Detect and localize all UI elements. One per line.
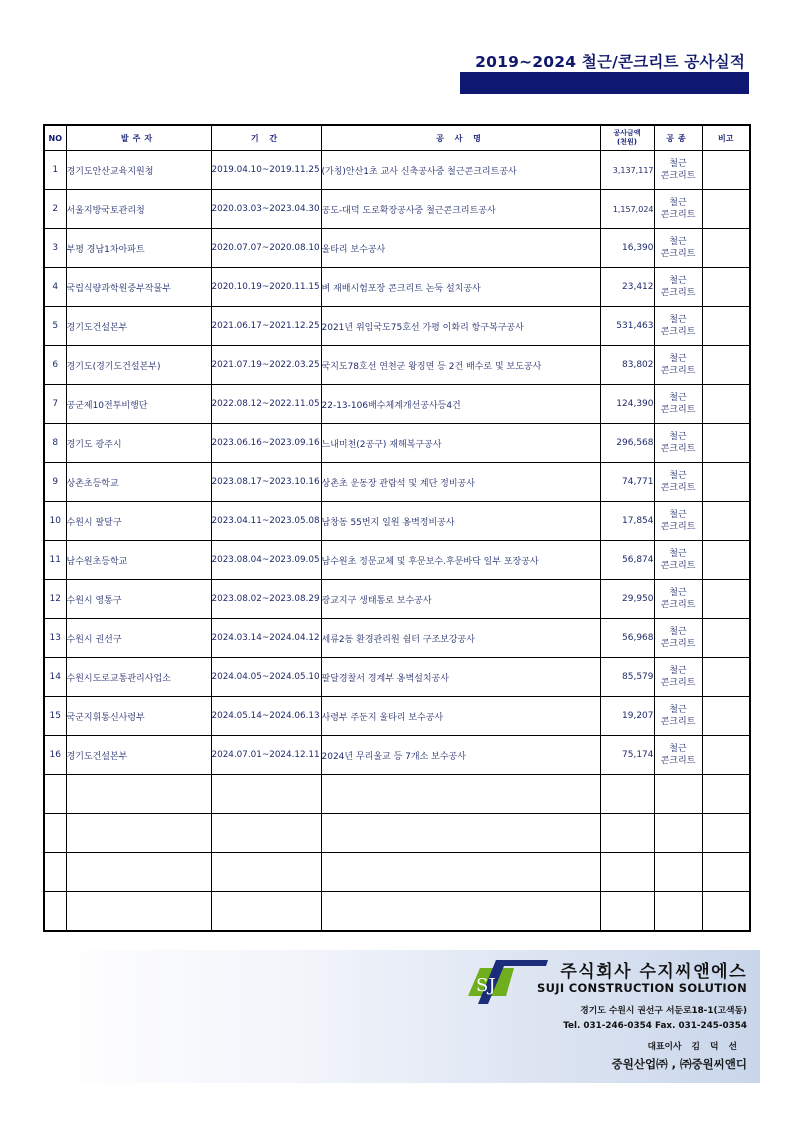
cell-amount: 74,771	[600, 463, 654, 502]
cell-note	[702, 229, 750, 268]
cell-type-line2: 콘크리트	[660, 717, 696, 727]
cell-type-line1: 철근	[669, 393, 687, 403]
cell-type-line2: 콘크리트	[660, 444, 696, 454]
cell-type-line2: 콘크리트	[660, 210, 696, 220]
cell-type	[654, 580, 702, 619]
cell-project: 사령부 주둔지 울타리 보수공사	[321, 697, 600, 736]
cell-no: 1	[44, 151, 66, 190]
cell-amount: 83,802	[600, 346, 654, 385]
table-row	[44, 268, 750, 307]
cell-type-line2: 콘크리트	[660, 288, 696, 298]
cell-note	[702, 463, 750, 502]
cell-amount: 56,968	[600, 619, 654, 658]
cell-project: 광교지구 생태통로 보수공사	[321, 580, 600, 619]
empty-cell	[44, 775, 66, 814]
cell-type-line2: 콘크리트	[660, 327, 696, 337]
cell-type-line2: 콘크리트	[660, 522, 696, 532]
cell-amount: 1,157,024	[600, 190, 654, 229]
cell-period: 2019.04.10~2019.11.25	[211, 151, 321, 190]
cell-type	[654, 502, 702, 541]
cell-type-line1: 철근	[669, 471, 687, 481]
cell-period: 2023.08.04~2023.09.05	[211, 541, 321, 580]
cell-no: 12	[44, 580, 66, 619]
cell-no: 9	[44, 463, 66, 502]
cell-type-line1: 철근	[669, 432, 687, 442]
table-row	[44, 346, 750, 385]
cell-no: 7	[44, 385, 66, 424]
empty-cell	[66, 775, 211, 814]
cell-type-line1: 철근	[669, 237, 687, 247]
header-amount-line1: 공사금액	[613, 129, 641, 137]
cell-amount: 296,568	[600, 424, 654, 463]
cell-type	[654, 268, 702, 307]
cell-type	[654, 151, 702, 190]
cell-no: 13	[44, 619, 66, 658]
cell-period: 2023.06.16~2023.09.16	[211, 424, 321, 463]
table-row	[44, 658, 750, 697]
cell-client: 국립식량과학원중부작물부	[66, 268, 211, 307]
cell-period: 2024.04.05~2024.05.10	[211, 658, 321, 697]
company-tel-fax: Tel. 031-246-0354 Fax. 031-245-0354	[563, 1021, 747, 1031]
header-no: NO	[44, 125, 66, 151]
cell-type	[654, 229, 702, 268]
empty-cell	[211, 814, 321, 853]
table-row	[44, 580, 750, 619]
empty-cell	[600, 775, 654, 814]
empty-cell	[321, 892, 600, 931]
table-row	[44, 424, 750, 463]
table-row	[44, 385, 750, 424]
cell-type	[654, 697, 702, 736]
cell-type	[654, 658, 702, 697]
header-project: 공 사 명	[321, 125, 600, 151]
empty-cell	[654, 853, 702, 892]
empty-cell	[654, 775, 702, 814]
company-name-english: SUJI CONSTRUCTION SOLUTION	[537, 981, 747, 995]
cell-amount: 17,854	[600, 502, 654, 541]
cell-project: 남창동 55번지 일원 옹벽정비공사	[321, 502, 600, 541]
cell-project: 벼 재배시험포장 콘크리트 논둑 설치공사	[321, 268, 600, 307]
header-amount-line2: (천원)	[617, 138, 637, 146]
cell-client: 공군제10전투비행단	[66, 385, 211, 424]
cell-note	[702, 580, 750, 619]
cell-note	[702, 190, 750, 229]
cell-client: 수원시 팔달구	[66, 502, 211, 541]
page-title: 2019~2024 철근/콘크리트 공사실적	[475, 53, 745, 71]
cell-no: 5	[44, 307, 66, 346]
cell-project: (가칭)안산1초 교사 신축공사중 철근콘크리트공사	[321, 151, 600, 190]
cell-amount: 3,137,117	[600, 151, 654, 190]
empty-cell	[321, 775, 600, 814]
cell-note	[702, 541, 750, 580]
cell-project: 22-13-106배수체계개선공사등4건	[321, 385, 600, 424]
cell-client: 경기도안산교육지원청	[66, 151, 211, 190]
cell-note	[702, 736, 750, 775]
cell-no: 2	[44, 190, 66, 229]
logo-text: SJ	[476, 975, 496, 996]
cell-note	[702, 697, 750, 736]
cell-type-line2: 콘크리트	[660, 756, 696, 766]
cell-type-line1: 철근	[669, 744, 687, 754]
empty-cell	[211, 892, 321, 931]
cell-project: 국지도78호선 연천군 왕징면 등 2건 배수로 및 보도공사	[321, 346, 600, 385]
cell-type	[654, 385, 702, 424]
cell-type	[654, 736, 702, 775]
empty-cell	[702, 853, 750, 892]
empty-cell	[702, 775, 750, 814]
cell-period: 2022.08.12~2022.11.05	[211, 385, 321, 424]
cell-type-line1: 철근	[669, 627, 687, 637]
ceo-line	[648, 1039, 748, 1052]
table-row	[44, 463, 750, 502]
cell-type-line2: 콘크리트	[660, 600, 696, 610]
performance-table	[43, 124, 751, 932]
cell-period: 2020.03.03~2023.04.30	[211, 190, 321, 229]
cell-client: 경기도건설본부	[66, 736, 211, 775]
cell-type	[654, 190, 702, 229]
cell-project: 팔달경찰서 경계부 옹벽설치공사	[321, 658, 600, 697]
table-header-row	[44, 125, 750, 151]
cell-note	[702, 424, 750, 463]
empty-cell	[44, 814, 66, 853]
empty-cell	[66, 814, 211, 853]
ceo-name: 김덕선	[691, 1042, 747, 1052]
cell-period: 2024.07.01~2024.12.11	[211, 736, 321, 775]
cell-type	[654, 346, 702, 385]
cell-period: 2021.06.17~2021.12.25	[211, 307, 321, 346]
cell-no: 15	[44, 697, 66, 736]
cell-note	[702, 268, 750, 307]
cell-note	[702, 658, 750, 697]
cell-note	[702, 502, 750, 541]
empty-cell	[66, 853, 211, 892]
cell-type-line1: 철근	[669, 549, 687, 559]
cell-client: 수원시 권선구	[66, 619, 211, 658]
cell-no: 14	[44, 658, 66, 697]
cell-amount: 124,390	[600, 385, 654, 424]
cell-amount: 23,412	[600, 268, 654, 307]
empty-cell	[321, 853, 600, 892]
cell-client: 경기도 광주시	[66, 424, 211, 463]
cell-client: 경기도건설본부	[66, 307, 211, 346]
cell-period: 2024.05.14~2024.06.13	[211, 697, 321, 736]
header-amount	[600, 125, 654, 151]
header-client: 발주자	[66, 125, 211, 151]
cell-project: 공도-대덕 도로확장공사중 철근콘크리트공사	[321, 190, 600, 229]
cell-type-line1: 철근	[669, 354, 687, 364]
cell-type	[654, 463, 702, 502]
cell-client: 부평 경남1차아파트	[66, 229, 211, 268]
cell-type-line2: 콘크리트	[660, 483, 696, 493]
cell-note	[702, 307, 750, 346]
header-type: 공종	[654, 125, 702, 151]
header-note: 비고	[702, 125, 750, 151]
cell-type-line2: 콘크리트	[660, 639, 696, 649]
cell-type-line1: 철근	[669, 276, 687, 286]
cell-no: 3	[44, 229, 66, 268]
ceo-label: 대표이사	[647, 1042, 682, 1052]
affiliates: 중원산업㈜ , ㈜중원씨앤디	[611, 1057, 747, 1071]
table-row	[44, 697, 750, 736]
cell-type-line1: 철근	[669, 198, 687, 208]
cell-client: 수원시도로교통관리사업소	[66, 658, 211, 697]
cell-type-line1: 철근	[669, 705, 687, 715]
cell-project: 울타리 보수공사	[321, 229, 600, 268]
empty-cell	[600, 853, 654, 892]
cell-client: 경기도(경기도건설본부)	[66, 346, 211, 385]
cell-no: 11	[44, 541, 66, 580]
cell-type-line2: 콘크리트	[660, 678, 696, 688]
empty-cell	[211, 853, 321, 892]
cell-type-line1: 철근	[669, 159, 687, 169]
title-underline-bar	[460, 72, 749, 94]
cell-type-line2: 콘크리트	[660, 171, 696, 181]
cell-amount: 75,174	[600, 736, 654, 775]
cell-client: 상촌초등학교	[66, 463, 211, 502]
cell-client: 수원시 영통구	[66, 580, 211, 619]
cell-amount: 531,463	[600, 307, 654, 346]
empty-cell	[44, 892, 66, 931]
cell-client: 남수원초등학교	[66, 541, 211, 580]
table-row	[44, 736, 750, 775]
empty-cell	[211, 775, 321, 814]
empty-cell	[66, 892, 211, 931]
cell-project: 2021년 위임국도75호선 가평 이화리 항구복구공사	[321, 307, 600, 346]
table-row	[44, 229, 750, 268]
table-row	[44, 619, 750, 658]
cell-amount: 85,579	[600, 658, 654, 697]
empty-cell	[654, 814, 702, 853]
empty-cell	[321, 814, 600, 853]
cell-project: 남수원초 정문교체 및 후문보수.후문바닥 일부 포장공사	[321, 541, 600, 580]
cell-type-line1: 철근	[669, 666, 687, 676]
cell-period: 2023.08.02~2023.08.29	[211, 580, 321, 619]
empty-cell	[600, 814, 654, 853]
empty-cell	[600, 892, 654, 931]
cell-amount: 16,390	[600, 229, 654, 268]
company-name-korean: 주식회사 수지씨앤에스	[560, 962, 747, 982]
cell-project: 느내미천(2공구) 재해복구공사	[321, 424, 600, 463]
empty-cell	[702, 892, 750, 931]
cell-project: 상촌초 운동장 관람석 및 계단 정비공사	[321, 463, 600, 502]
table-row	[44, 502, 750, 541]
cell-period: 2021.07.19~2022.03.25	[211, 346, 321, 385]
cell-type-line1: 철근	[669, 588, 687, 598]
cell-amount: 19,207	[600, 697, 654, 736]
cell-amount: 56,874	[600, 541, 654, 580]
cell-type-line2: 콘크리트	[660, 366, 696, 376]
table-row	[44, 151, 750, 190]
cell-client: 국군지휘통신사령부	[66, 697, 211, 736]
table-row	[44, 307, 750, 346]
cell-type	[654, 424, 702, 463]
empty-cell	[654, 892, 702, 931]
cell-no: 10	[44, 502, 66, 541]
cell-type	[654, 541, 702, 580]
empty-table-row	[44, 814, 750, 853]
cell-period: 2023.04.11~2023.05.08	[211, 502, 321, 541]
cell-project: 2024년 무리울교 등 7개소 보수공사	[321, 736, 600, 775]
cell-type-line2: 콘크리트	[660, 249, 696, 259]
cell-project: 세류2동 환경관리원 쉼터 구조보강공사	[321, 619, 600, 658]
cell-type	[654, 619, 702, 658]
cell-note	[702, 151, 750, 190]
cell-client: 서울지방국토관리청	[66, 190, 211, 229]
company-logo	[466, 958, 548, 1006]
cell-type-line2: 콘크리트	[660, 405, 696, 415]
empty-cell	[44, 853, 66, 892]
company-address: 경기도 수원시 권선구 서둔로18-1(고색동)	[580, 1006, 747, 1016]
cell-period: 2020.10.19~2020.11.15	[211, 268, 321, 307]
table-row	[44, 190, 750, 229]
cell-period: 2023.08.17~2023.10.16	[211, 463, 321, 502]
cell-note	[702, 346, 750, 385]
cell-type-line1: 철근	[669, 315, 687, 325]
empty-cell	[702, 814, 750, 853]
cell-amount: 29,950	[600, 580, 654, 619]
header-period: 기 간	[211, 125, 321, 151]
empty-table-row	[44, 853, 750, 892]
cell-type-line1: 철근	[669, 510, 687, 520]
empty-table-row	[44, 775, 750, 814]
cell-note	[702, 385, 750, 424]
cell-no: 6	[44, 346, 66, 385]
cell-note	[702, 619, 750, 658]
cell-no: 4	[44, 268, 66, 307]
cell-no: 16	[44, 736, 66, 775]
cell-type	[654, 307, 702, 346]
table-row	[44, 541, 750, 580]
cell-period: 2020.07.07~2020.08.10	[211, 229, 321, 268]
cell-period: 2024.03.14~2024.04.12	[211, 619, 321, 658]
cell-no: 8	[44, 424, 66, 463]
empty-table-row	[44, 892, 750, 931]
cell-type-line2: 콘크리트	[660, 561, 696, 571]
